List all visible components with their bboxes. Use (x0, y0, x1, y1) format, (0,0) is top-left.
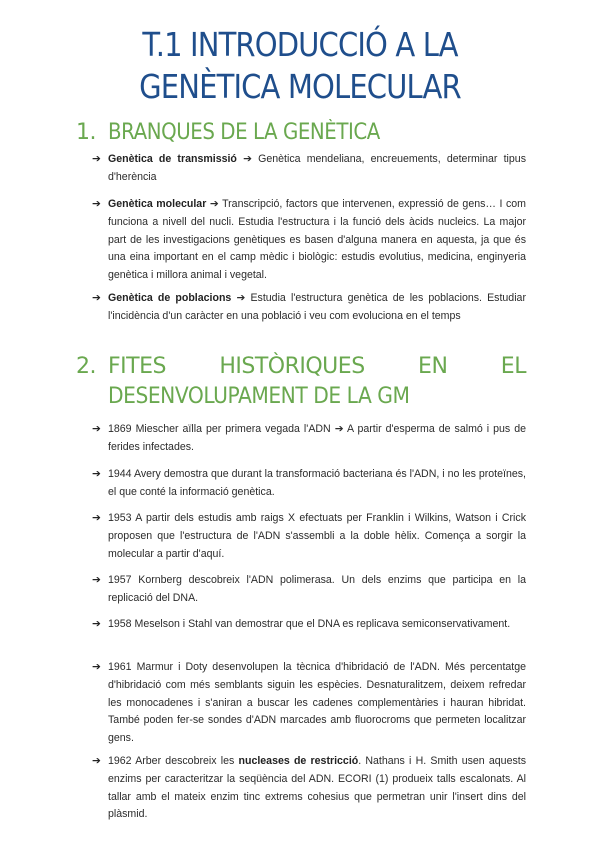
item-text: 1958 Meselson i Stahl van demostrar que el DNA es replicava semiconservativament. (108, 618, 511, 630)
item-text: 1944 Avery demostra que durant la transformació bacteriana és l'ADN, i no les proteïnes, el que conté la informació genètica. (108, 468, 526, 498)
inline-arrow-icon: ➔ (334, 423, 344, 435)
item-text: 1961 Marmur i Doty desenvolupen la tècnica d'hibridació de l'ADN. Més percentatge d'hibridació com més semblants siguin les espècies. Desnaturalitzem, deixem refredar les monocadenes i s'aniran a buscar les cadenes complementàries i hauran hibridat. També poden fer-se sondes d'ADN marcades amb fluorocroms que permeten localitzar gens. (108, 661, 526, 745)
item-text: 1957 Kornberg descobreix l'ADN polimerasa. Un dels enzims que participa en la replicació del DNA. (108, 574, 526, 604)
item-text: 1953 A partir dels estudis amb raigs X efectuats per Franklin i Wilkins, Watson i Crick proposen que l'estructura de l'ADN s'assembli a la doble hèlix. Comença a sorgir la molecular a partir d'aquí. (108, 512, 526, 560)
arrow-icon: ➔ (92, 468, 101, 480)
page-title-line-2: GENÈTICA MOLECULAR (139, 67, 461, 106)
section-2-heading (76, 352, 526, 412)
section-1-title: BRANQUES DE LA GENÈTICA (108, 120, 380, 145)
item-text: Genètica mendeliana, encreuements, determinar tipus d'herència (108, 153, 526, 183)
list-item (92, 466, 526, 502)
item-text: . Nathans i H. Smith usen aquests enzims per caracteritzar la seqüència del ADN. ECORI (1) produeix talls escalonats. Al tallar amb el mateix enzim tinc extrems cohesius que permetran unir l'insert dins del plàsmid. (108, 755, 526, 821)
item-term: Genètica de poblacions (108, 292, 232, 304)
section-1-heading (76, 118, 526, 148)
item-text: 1869 Miescher aïlla per primera vegada l'ADN (108, 423, 331, 435)
list-item (92, 196, 526, 285)
item-term: Genètica de transmissió (108, 153, 237, 165)
section-2-number: 2. (76, 354, 96, 379)
inline-arrow-icon: ➔ (243, 153, 252, 165)
item-text: Estudia l'estructura genètica de les poblacions. Estudiar l'incidència d'un caràcter en una població i veu com evoluciona en el temps (108, 292, 526, 322)
arrow-icon: ➔ (92, 292, 101, 304)
arrow-icon: ➔ (92, 198, 101, 210)
inline-arrow-icon: ➔ (209, 198, 219, 210)
list-item (92, 510, 526, 563)
arrow-icon: ➔ (92, 755, 101, 767)
list-item (92, 572, 526, 608)
section-2-title-line-2: DESENVOLUPAMENT DE LA GM (108, 384, 410, 409)
item-text: Transcripció, factors que intervenen, expressió de gens… I com funciona a nivell del nucli. Estudia l'estructura i la funció dels àcids nucleics. La major part de les investigacions genètiques es basen d'alguna manera en aquesta, ja que és una eina important en el camp mèdic i biològic: estudis evolutius, medicina, enginyeria genètica i millora animal i vegetal. (108, 198, 526, 282)
section-2-word: HISTÒRIQUES (219, 354, 365, 379)
list-item (92, 151, 526, 187)
item-text: 1962 Arber descobreix les (108, 755, 235, 767)
page-title-line-1: T.1 INTRODUCCIÓ A LA (142, 25, 458, 64)
arrow-icon: ➔ (92, 153, 101, 165)
arrow-icon: ➔ (92, 618, 101, 630)
arrow-icon: ➔ (92, 512, 101, 524)
section-2-word: EN (418, 354, 448, 379)
section-1-number: 1. (76, 120, 96, 145)
arrow-icon: ➔ (92, 661, 101, 673)
arrow-icon: ➔ (92, 423, 101, 435)
list-item (92, 421, 526, 457)
list-item (92, 753, 526, 824)
item-term: Genètica molecular (108, 198, 207, 210)
inline-arrow-icon: ➔ (236, 292, 246, 304)
item-text: A partir d'esperma de salmó i pus de ferides infectades. (108, 423, 526, 453)
page-title (36, 24, 564, 108)
arrow-icon: ➔ (92, 574, 101, 586)
list-item (92, 659, 526, 748)
section-2-word: EL (500, 354, 526, 379)
list-item (92, 616, 526, 634)
list-item (92, 290, 526, 326)
item-term: nucleases de restricció (238, 755, 359, 767)
section-2-word: FITES (108, 354, 166, 379)
